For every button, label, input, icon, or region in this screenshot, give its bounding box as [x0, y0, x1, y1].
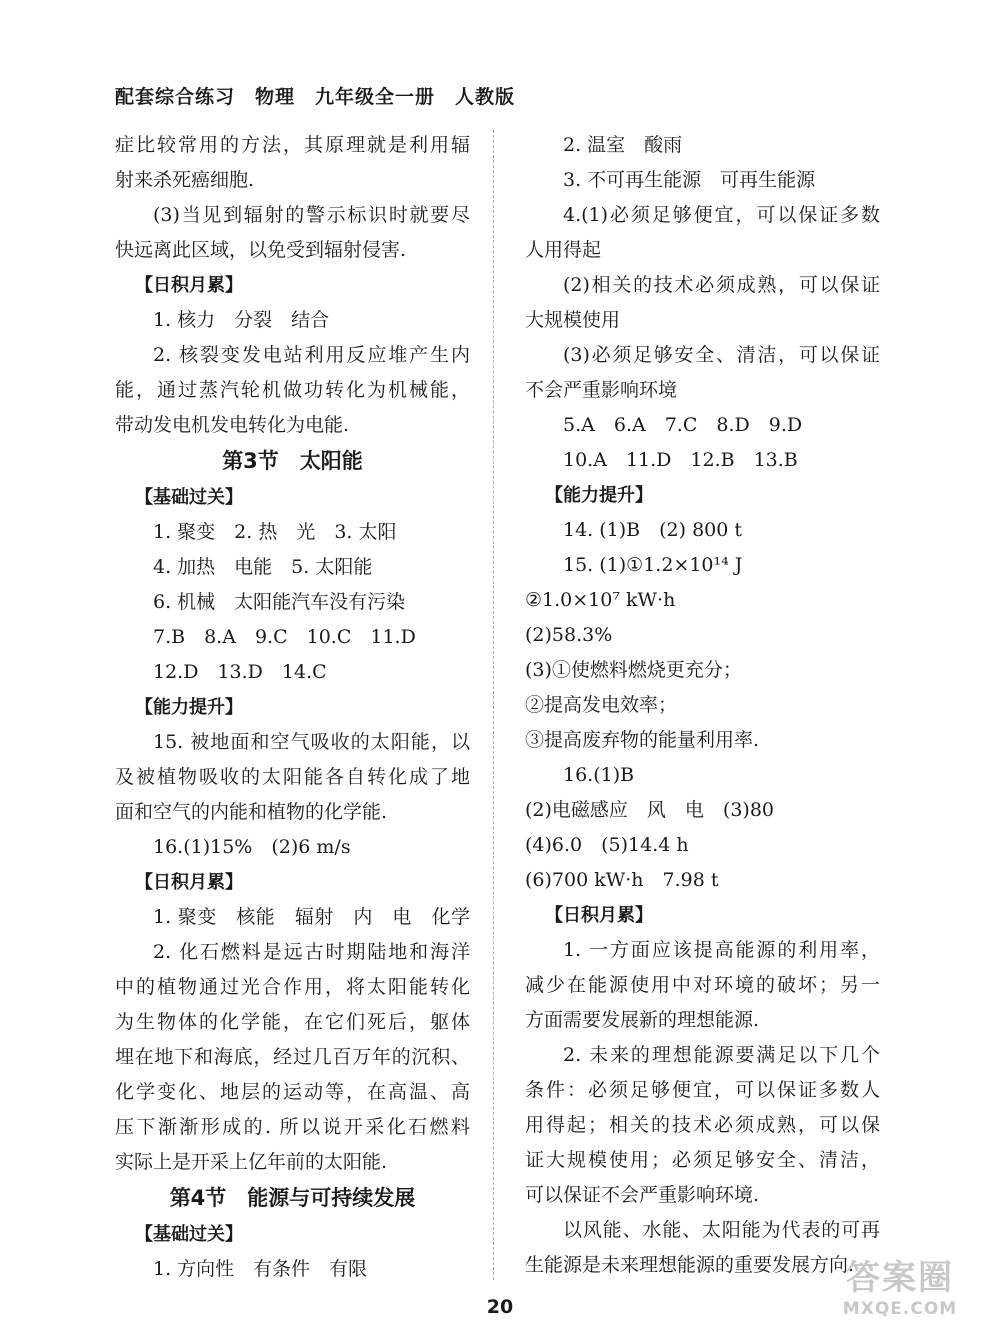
- text-line: 2. 化石燃料是远古时期陆地和海洋: [153, 941, 470, 963]
- text-line: ②1.0×10⁷ kW·h: [525, 589, 676, 611]
- text-line: 以风能、水能、太阳能为代表的可再: [563, 1219, 880, 1241]
- text-line: 实际上是开采上亿年前的太阳能.: [115, 1151, 388, 1173]
- watermark-text: 答案圈: [846, 1258, 954, 1298]
- text-line: 6. 机械 太阳能汽车没有污染: [153, 591, 406, 613]
- section-label: 【基础过关】: [135, 1224, 243, 1245]
- column-divider: [493, 130, 494, 1280]
- text-line: 射来杀死癌细胞.: [115, 169, 255, 191]
- text-line: (2)58.3%: [525, 624, 613, 646]
- text-line: ②提高发电效率；: [525, 694, 678, 716]
- text-line: 1. 核力 分裂 结合: [153, 309, 330, 331]
- text-line: ③提高废弃物的能量利用率.: [525, 729, 760, 751]
- text-line: 中的植物通过光合作用，将太阳能转化: [115, 976, 470, 998]
- text-line: (4)6.0 (5)14.4 h: [525, 834, 689, 856]
- text-line: 2. 核裂变发电站利用反应堆产生内: [153, 344, 470, 366]
- text-line: 人用得起: [525, 239, 602, 261]
- text-line: 能，通过蒸汽轮机做功转化为机械能，: [115, 379, 470, 401]
- text-line: 7.B 8.A 9.C 10.C 11.D: [153, 626, 416, 648]
- text-line: 减少在能源使用中对环境的破坏；另一: [525, 974, 880, 996]
- text-line: 4. 加热 电能 5. 太阳能: [153, 556, 373, 578]
- section-label: 【日积月累】: [135, 275, 243, 296]
- section-label: 【基础过关】: [135, 487, 243, 508]
- text-line: 面和空气的内能和植物的化学能.: [115, 801, 388, 823]
- page-header: 配套综合练习 物理 九年级全一册 人教版: [115, 86, 516, 108]
- text-line: 用得起；相关的技术必须成熟，可以保: [525, 1114, 880, 1136]
- text-line: 12.D 13.D 14.C: [153, 661, 327, 683]
- text-line: 及被植物吸收的太阳能各自转化成了地: [115, 766, 470, 788]
- text-line: (2)电磁感应 风 电 (3)80: [525, 799, 775, 821]
- text-line: 压下渐渐形成的. 所以说开采化石燃料: [115, 1116, 470, 1138]
- section-title: 第3节 太阳能: [222, 449, 363, 473]
- text-line: 15. (1)①1.2×10¹⁴ J: [563, 554, 743, 576]
- text-line: 埋在地下和海底，经过几百万年的沉积、: [115, 1046, 470, 1068]
- section-label: 【日积月累】: [135, 872, 243, 893]
- text-line: 4.(1)必须足够便宜，可以保证多数: [563, 204, 880, 226]
- text-line: 1. 聚变 核能 辐射 内 电 化学: [153, 906, 470, 928]
- section-label: 【日积月累】: [545, 905, 653, 926]
- section-label: 【能力提升】: [135, 697, 243, 718]
- text-line: 生能源是未来理想能源的重要发展方向.: [525, 1254, 855, 1276]
- text-line: (2)相关的技术必须成熟，可以保证: [563, 274, 880, 296]
- text-line: 1. 方向性 有条件 有限: [153, 1258, 368, 1280]
- text-line: 1. 一方面应该提高能源的利用率，: [563, 939, 880, 961]
- text-line: 5.A 6.A 7.C 8.D 9.D: [563, 414, 803, 436]
- text-line: (3)必须足够安全、清洁，可以保证: [563, 344, 880, 366]
- watermark-logo: [840, 1250, 960, 1319]
- text-line: (3)当见到辐射的警示标识时就要尽: [153, 204, 470, 226]
- text-line: 15. 被地面和空气吸收的太阳能，以: [153, 731, 470, 753]
- text-line: 化学变化、地层的运动等，在高温、高: [115, 1081, 470, 1103]
- text-line: (3)①使燃料燃烧更充分；: [525, 659, 742, 681]
- text-line: 1. 聚变 2. 热 光 3. 太阳: [153, 521, 397, 543]
- left-column: [115, 128, 470, 1287]
- text-line: 10.A 11.D 12.B 13.B: [563, 449, 798, 471]
- right-column: [525, 128, 880, 1283]
- text-line: (6)700 kW·h 7.98 t: [525, 869, 719, 891]
- text-line: 带动发电机发电转化为电能.: [115, 414, 350, 436]
- section-label: 【能力提升】: [545, 485, 653, 506]
- text-line: 症比较常用的方法，其原理就是利用辐: [115, 134, 470, 156]
- text-line: 2. 未来的理想能源要满足以下几个: [563, 1044, 880, 1066]
- watermark-url: MXQE.COM: [842, 1299, 958, 1319]
- text-line: 16.(1)B: [563, 764, 635, 786]
- text-line: 16.(1)15% (2)6 m/s: [153, 836, 351, 858]
- text-line: 可以保证不会严重影响环境.: [525, 1184, 760, 1206]
- text-line: 3. 不可再生能源 可再生能源: [563, 169, 816, 191]
- text-line: 14. (1)B (2) 800 t: [563, 519, 743, 541]
- text-line: 快远离此区域，以免受到辐射侵害.: [115, 239, 407, 261]
- page-number: 20: [486, 1296, 514, 1318]
- text-line: 不会严重影响环境: [525, 379, 678, 401]
- text-line: 2. 温室 酸雨: [563, 134, 683, 156]
- section-title: 第4节 能源与可持续发展: [169, 1186, 416, 1210]
- text-line: 方面需要发展新的理想能源.: [525, 1009, 760, 1031]
- text-line: 条件：必须足够便宜，可以保证多数人: [525, 1079, 880, 1101]
- text-line: 为生物体的化学能，在它们死后，躯体: [115, 1011, 470, 1033]
- text-line: 大规模使用: [525, 309, 621, 331]
- text-line: 证大规模使用；必须足够安全、清洁，: [525, 1149, 880, 1171]
